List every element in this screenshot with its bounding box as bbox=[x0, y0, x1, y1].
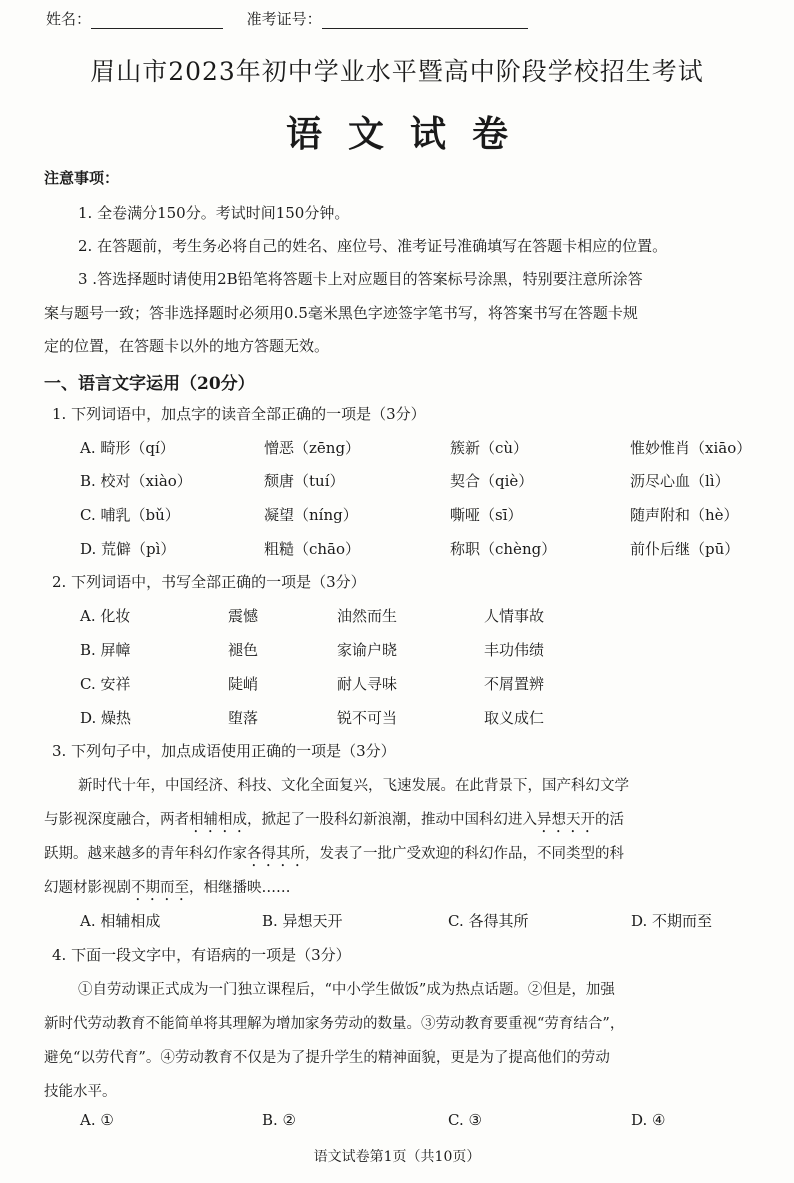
notice-item-2: 2. 在答题前，考生务必将自己的姓名、座位号、准考证号准确填写在答题卡相应的位置。 bbox=[78, 237, 668, 255]
q2-option-c-1: C. 安祥 bbox=[80, 675, 131, 693]
name-blank bbox=[91, 12, 223, 29]
q1-option-b-4: 沥尽心血（lì） bbox=[630, 472, 730, 490]
q2-option-d-2: 堕落 bbox=[228, 709, 259, 727]
q3-passage-line-4: 幻题材影视剧不期而至，相继播映…… bbox=[44, 880, 291, 896]
q1-option-d-3: 称职（chèng） bbox=[450, 540, 557, 558]
q1-option-a-4: 惟妙惟肖（xiāo） bbox=[630, 439, 752, 457]
notice-item-1: 1. 全卷满分150分。考试时间150分钟。 bbox=[78, 204, 350, 222]
q1-option-d-1: D. 荒僻（pì） bbox=[80, 540, 176, 558]
q3-passage-line-2: 与影视深度融合，两者相辅相成，掀起了一股科幻新浪潮，推动中国科幻进入异想天开的活 bbox=[44, 812, 624, 828]
exam-title: 眉山市2023年初中学业水平暨高中阶段学校招生考试 bbox=[90, 57, 704, 86]
q4-passage-line-3: 避免“以劳代育”。④劳动教育不仅是为了提升学生的精神面貌，更是为了提高他们的劳动 bbox=[44, 1050, 610, 1066]
exam-id-blank bbox=[322, 12, 528, 29]
page-footer: 语文试卷第1页（共10页） bbox=[313, 1149, 481, 1165]
q2-option-a-1: A. 化妆 bbox=[80, 607, 131, 625]
q2-option-d-4: 取义成仁 bbox=[484, 709, 545, 727]
q2-option-c-3: 耐人寻味 bbox=[337, 675, 398, 693]
q1-option-d-4: 前仆后继（pū） bbox=[630, 540, 740, 558]
q4-option-d: D. ④ bbox=[631, 1111, 666, 1129]
q3-option-b: B. 异想天开 bbox=[262, 912, 343, 930]
q3-option-d: D. 不期而至 bbox=[631, 912, 713, 930]
q4-option-b: B. ② bbox=[262, 1111, 297, 1129]
q4-passage-line-2: 新时代劳动教育不能简单将其理解为增加家务劳动的数量。③劳动教育要重视“劳育结合”， bbox=[44, 1016, 625, 1032]
name-label: 姓名： bbox=[46, 10, 92, 28]
q2-option-c-2: 陡峭 bbox=[228, 675, 259, 693]
q3-option-a: A. 相辅相成 bbox=[80, 912, 161, 930]
idiom-xiangfuxiangcheng: 相辅相成 bbox=[189, 812, 247, 828]
notice-heading: 注意事项： bbox=[44, 169, 120, 187]
notice-item-3-line-2: 案与题号一致；答非选择题时必须用0.5毫米黑色字迹签字笔书写，将答案书写在答题卡规 bbox=[44, 304, 638, 322]
q2-option-a-4: 人情事故 bbox=[484, 607, 545, 625]
q1-option-d-2: 粗糙（chāo） bbox=[264, 540, 361, 558]
question-4-stem: 4. 下面一段文字中，有语病的一项是（3分） bbox=[52, 946, 351, 964]
question-3-stem: 3. 下列句子中，加点成语使用正确的一项是（3分） bbox=[52, 742, 396, 760]
idiom-gedeqisuo: 各得其所 bbox=[247, 846, 305, 862]
exam-id-label: 准考证号： bbox=[246, 10, 322, 28]
q1-option-c-2: 凝望（níng） bbox=[264, 506, 358, 524]
idiom-yixiangtiankai: 异想天开 bbox=[537, 812, 595, 828]
q2-option-a-3: 油然而生 bbox=[337, 607, 398, 625]
q1-option-b-2: 颓唐（tuí） bbox=[264, 472, 345, 490]
section-heading: 一、语言文字运用（20分） bbox=[44, 374, 255, 394]
q4-passage-line-4: 技能水平。 bbox=[44, 1084, 117, 1100]
q1-option-a-1: A. 畸形（qí） bbox=[80, 439, 175, 457]
q2-option-b-2: 褪色 bbox=[228, 641, 259, 659]
q2-option-a-2: 震憾 bbox=[228, 607, 259, 625]
paper-subtitle: 语文试卷 bbox=[285, 113, 534, 155]
notice-item-3-line-3: 定的位置，在答题卡以外的地方答题无效。 bbox=[44, 337, 330, 355]
question-1-stem: 1. 下列词语中，加点字的读音全部正确的一项是（3分） bbox=[52, 405, 426, 423]
q4-passage-line-1: ①自劳动课正式成为一门独立课程后，“中小学生做饭”成为热点话题。②但是，加强 bbox=[78, 982, 615, 998]
q3-option-c: C. 各得其所 bbox=[448, 912, 529, 930]
q2-option-d-3: 锐不可当 bbox=[337, 709, 398, 727]
candidate-info-line bbox=[46, 8, 528, 29]
q1-option-a-3: 簇新（cù） bbox=[450, 439, 529, 457]
q3-passage-line-3: 跃期。越来越多的青年科幻作家各得其所，发表了一批广受欢迎的科幻作品，不同类型的科 bbox=[44, 846, 624, 862]
q2-option-b-4: 丰功伟绩 bbox=[484, 641, 545, 659]
q2-option-d-1: D. 燥热 bbox=[80, 709, 132, 727]
q1-option-c-1: C. 哺乳（bǔ） bbox=[80, 506, 180, 524]
q4-option-c: C. ③ bbox=[448, 1111, 482, 1129]
q1-option-b-1: B. 校对（xiào） bbox=[80, 472, 192, 490]
q4-option-a: A. ① bbox=[80, 1111, 114, 1129]
q1-option-c-4: 随声附和（hè） bbox=[630, 506, 739, 524]
q1-option-b-3: 契合（qiè） bbox=[450, 472, 534, 490]
q3-passage-line-1: 新时代十年，中国经济、科技、文化全面复兴，飞速发展。在此背景下，国产科幻文学 bbox=[78, 778, 629, 794]
question-2-stem: 2. 下列词语中，书写全部正确的一项是（3分） bbox=[52, 573, 366, 591]
idiom-buqierzhi: 不期而至 bbox=[131, 880, 189, 896]
q1-option-a-2: 憎恶（zēng） bbox=[264, 439, 361, 457]
q1-option-c-3: 嘶哑（sī） bbox=[450, 506, 523, 524]
q2-option-c-4: 不屑置辨 bbox=[484, 675, 545, 693]
q2-option-b-3: 家谕户晓 bbox=[337, 641, 398, 659]
q2-option-b-1: B. 屏幛 bbox=[80, 641, 131, 659]
notice-item-3-line-1: 3 .答选择题时请使用2B铅笔将答题卡上对应题目的答案标号涂黑，特别要注意所涂答 bbox=[78, 270, 643, 288]
